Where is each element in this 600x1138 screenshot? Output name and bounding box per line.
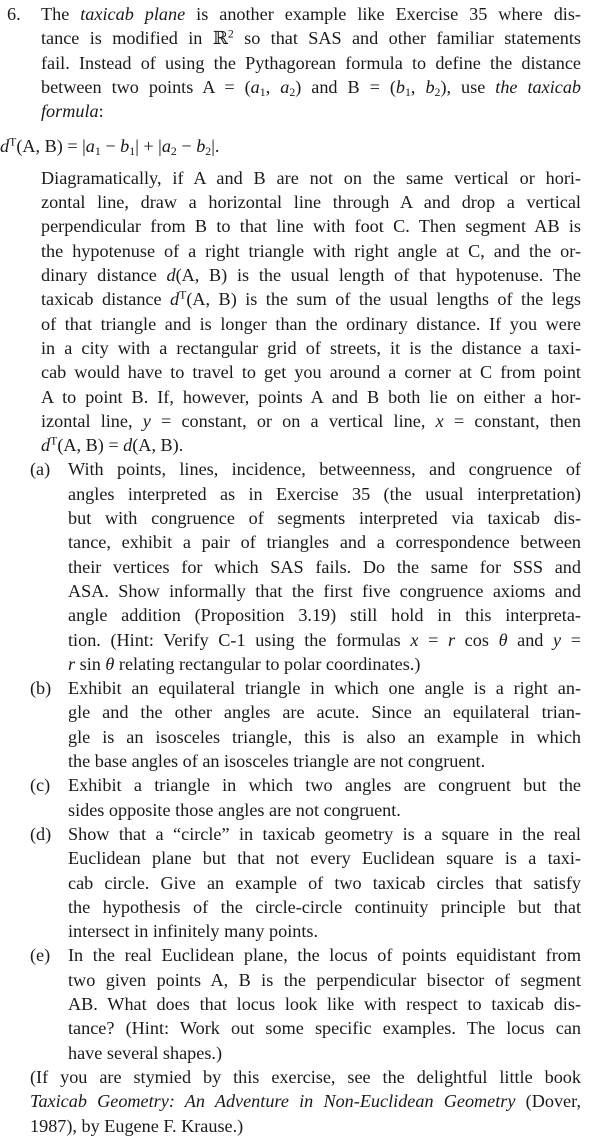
part-line: the hypothesis of the circle-circle continuity principle but that [68,896,581,917]
part-line: tance? (Hint: Work out some specific examples. The locus can [68,1018,581,1039]
italic-text: the taxicab [495,76,582,97]
italic-text: d [41,435,51,456]
part-line: AB. What does that locus look like with respect to taxicab dis- [68,994,581,1014]
part-line: gle and the other angles are acute. Since an equilateral trian- [68,702,581,723]
body-line: perpendicular from B to that line with foot C. Then segment AB is [41,216,581,237]
body-line: in a city with a rectangular grid of streets, it is the distance a taxi- [41,337,581,358]
part-line: tance, exhibit a pair of triangles and a correspondence between [68,532,581,553]
superscript: 2 [227,26,234,41]
part-line: Euclidean plane but that not every Euclidean square is a taxi- [68,848,581,869]
part-line: tion. (Hint: Verify C-1 using the formulas x = r cos θ and y = [68,629,581,650]
superscript: T [179,287,187,302]
italic-text: taxicab plane [80,4,186,24]
part-line: cab circle. Give an example of two taxicab circles that satisfy [68,872,581,893]
italic-text: θ [105,653,115,674]
subscript: 2 [170,143,177,158]
body-line: dinary distance d(A, B) is the usual length of that hypotenuse. The [41,265,581,285]
body-line: cab would have to travel to get you around a corner at C from point [41,362,581,383]
body-line: zontal line, draw a horizontal line through A and drop a vertical [41,192,581,213]
italic-text: y [142,410,151,431]
part-line: Show that a “circle” in taxicab geometry is a square in the real [68,823,581,844]
part-label-a: (a) [30,459,51,480]
intro-line: tance is modified in ℝ$^2$ so that SAS and other familiar statements [41,26,582,49]
body-line: of that triangle and is longer than the ordinary distance. If you were [41,313,581,334]
subscript: 1 [129,143,136,158]
italic-text: a [250,76,260,97]
italic-text: b [395,76,405,97]
italic-text: d [166,265,176,285]
part-line: With points, lines, incidence, betweenness, and congruence of [68,459,581,480]
italic-text: b [196,135,206,156]
reference-note-line: (If you are stymied by this exercise, see the delightful little book [30,1066,581,1087]
part-label-d: (d) [30,823,52,844]
subscript: 1 [94,143,101,158]
body-line: izontal line, y = constant, or on a vertical line, x = constant, then [41,410,582,431]
part-line: angles interpreted as in Exercise 35 (the usual interpretation) [68,483,581,504]
italic-text: d [170,289,180,310]
italic-text: x [435,410,444,431]
body-line: $d^T(A$, B) = d(A, B). [41,433,184,456]
subscript: 2 [434,84,441,99]
body-line: the hypotenuse of a right triangle with right angle at C, and the or- [41,240,581,261]
italic-text: a [161,135,171,156]
italic-text: b [120,135,130,156]
italic-text: formula [41,101,99,122]
intro-line: The taxicab plane is another example like Exercise 35 where dis- [41,4,581,24]
exercise-number: 6. [7,4,21,24]
body-line: A to point B. If, however, points A and B both lie on either a hor- [41,386,581,407]
italic-text: a [85,135,95,156]
italic-text: Taxicab Geometry: An Adventure in Non-Euclidean Geometry [30,1091,516,1112]
subscript: 1 [259,84,266,99]
part-line: ASA. Show informally that the first five congruence axioms and [68,580,581,601]
part-line: the base angles of an isosceles triangle are not congruent. [68,751,486,771]
intro-line: formula: [41,101,104,122]
part-line: Exhibit an equilateral triangle in which one angle is a right an- [68,678,581,699]
body-line: Diagramatically, if A and B are not on the same vertical or hori- [41,167,581,188]
reference-note-line: Taxicab Geometry: An Adventure in Non-Euclidean Geometry (Dover, [30,1091,581,1112]
part-line: r sin θ relating rectangular to polar coordinates.) [68,653,421,674]
part-line: two given points A, B is the perpendicular bisector of segment [68,969,581,990]
taxicab-formula: $d^T(A$, $B) = |a_1 - b_1| + |a_2 - b_2|$. [0,134,220,158]
italic-text: y [553,629,562,650]
superscript: T [9,134,17,148]
italic-text: b [425,76,435,97]
part-line: intersect in infinitely many points. [68,921,319,942]
part-line: but with congruence of segments interpreted via taxicab dis- [68,508,581,528]
italic-text: d [0,135,10,156]
italic-text: r [68,653,76,674]
part-line: Exhibit a triangle in which two angles are congruent but the [68,775,581,796]
italic-text: d [123,435,133,456]
intro-line: between two points $A = (a_1$, $a_2$) and $B = (b_1$, $b_2$), use the taxicab [41,76,582,99]
reference-note-line: 1987), by Eugene F. Krause.) [30,1115,244,1136]
part-line: angle addition (Proposition 3.19) still hold in this interpreta- [68,605,581,626]
intro-line: fail. Instead of using the Pythagorean formula to define the distance [41,52,581,73]
part-label-c: (c) [30,775,51,796]
part-line: gle is an isosceles triangle, this is also an example in which [68,726,581,747]
part-label-b: (b) [30,678,52,699]
italic-text: r [447,629,456,650]
part-line: sides opposite those angles are not congruent. [68,799,401,820]
body-line: taxicab distance $d^T(A$, B) is the sum of the usual lengths of the legs [41,287,581,310]
part-label-e: (e) [30,945,51,966]
part-line: their vertices for which SAS fails. Do the same for SSS and [68,556,581,577]
italic-text: θ [498,629,508,650]
italic-text: x [410,629,419,650]
superscript: T [50,433,58,448]
part-line: In the real Euclidean plane, the locus of points equidistant from [68,945,581,966]
italic-text: a [280,76,290,97]
part-line: have several shapes.) [68,1042,223,1063]
subscript: 2 [205,143,212,158]
subscript: 2 [289,84,296,99]
subscript: 1 [405,84,411,99]
